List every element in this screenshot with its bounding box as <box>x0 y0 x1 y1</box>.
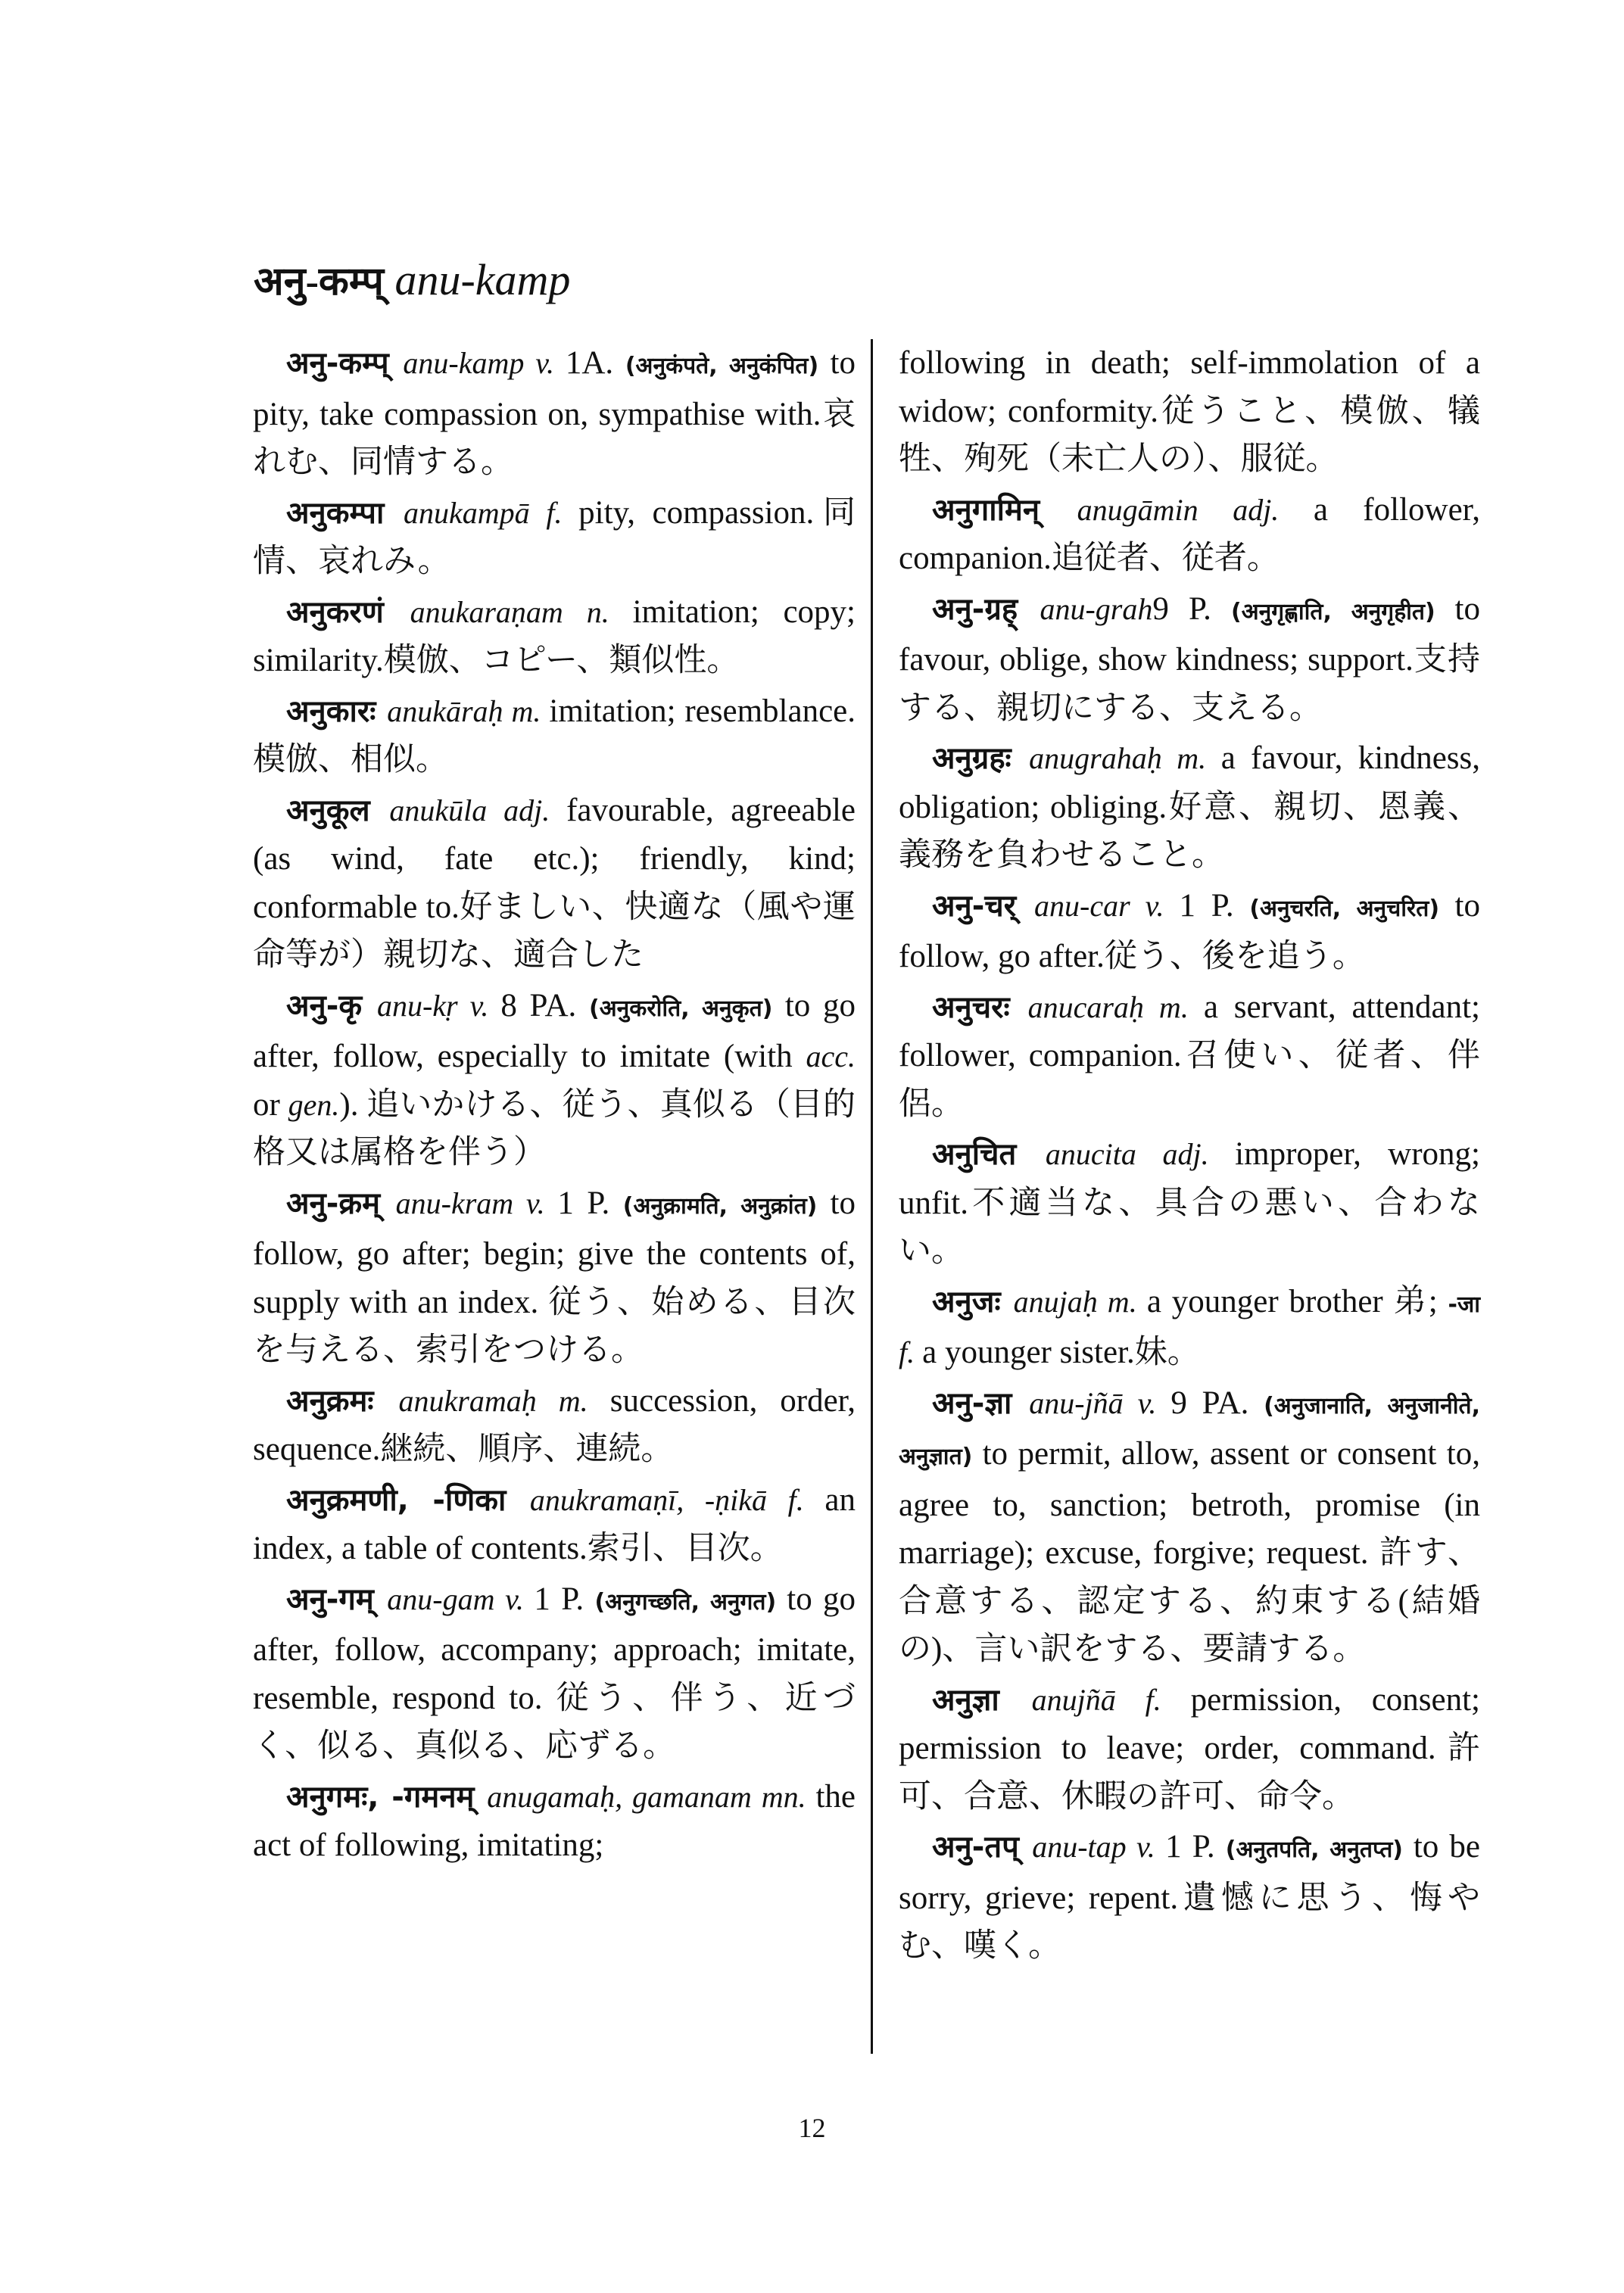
dictionary-entry <box>253 1377 856 1474</box>
page-number: 12 <box>798 2113 826 2143</box>
transliteration: gen. <box>288 1087 340 1122</box>
transliteration: acc. <box>806 1039 856 1073</box>
headword: अनु-तप् <box>932 1830 1033 1865</box>
dictionary-entry <box>899 1278 1480 1377</box>
dictionary-entry-continuation <box>899 339 1480 484</box>
conjugation-forms: (अनुजानाति, अनुजानीते, अनुज्ञात) <box>899 1392 1480 1470</box>
headword: अनुगामिन् <box>932 492 1077 528</box>
transliteration: anukramaḥ m. <box>398 1383 610 1418</box>
headword: अनुकारः <box>286 693 388 729</box>
transliteration: anu-kram v. <box>395 1185 558 1220</box>
dictionary-entry <box>253 1179 856 1375</box>
headword: अनु-कृ <box>286 988 377 1023</box>
dictionary-entry <box>253 1773 856 1870</box>
headword: अनुचित <box>932 1137 1046 1172</box>
headword: अनुज्ञा <box>932 1682 1032 1718</box>
definition: to follow, go after.従う、後を追う。 <box>899 887 1480 974</box>
definition: 9 P. <box>1152 590 1232 627</box>
headword: अनुक्रमणी, -णिका <box>286 1482 530 1518</box>
transliteration: anu-car v. <box>1034 888 1180 923</box>
dictionary-entry <box>899 734 1480 880</box>
definition: to go after, follow, accompany; approach; imitate, resemble, respond to. 従う、伴う、近づく、似る、真似る、応ずる。 <box>253 1581 856 1764</box>
definition: the act of following, imitating; <box>253 1778 856 1863</box>
transliteration: anu-grah <box>1040 591 1153 626</box>
conjugation-forms: (अनुक्रामति, अनुक्रांत) <box>622 1192 831 1220</box>
transliteration: anujñā f. <box>1031 1682 1191 1717</box>
dictionary-entry <box>253 588 856 685</box>
dictionary-entry <box>899 1676 1480 1821</box>
headword: अनुक्रमः <box>286 1383 399 1419</box>
definition: to permit, allow, assent or consent to, agree to, sanction; betroth, promise (in marriage); excuse, forgive; request. 許す、合意する、認定する、約束する(結婚の)、言い訳をする、要請する。 <box>899 1436 1481 1667</box>
definition: 8 PA. <box>500 987 589 1023</box>
transliteration: f. <box>899 1335 923 1369</box>
headword: अनुजः <box>932 1284 1014 1319</box>
transliteration: anu-gam v. <box>387 1581 535 1616</box>
dictionary-entry <box>253 787 856 980</box>
headword: अनुचरः <box>932 989 1028 1025</box>
definition: following in death; self-immolation of a widow; conformity.従うこと、模倣、犠牲、殉死（未亡人の）、服従。 <box>899 345 1480 477</box>
heading-devanagari: अनु-कम्प् <box>254 260 384 304</box>
definition: a younger brother 弟; <box>1146 1283 1448 1319</box>
dictionary-entry <box>899 882 1480 981</box>
definition: imitation; copy; similarity.模倣、コピー、類似性。 <box>253 594 856 678</box>
definition: ). 追いかける、従う、真似る（目的格又は属格を伴う） <box>253 1086 856 1170</box>
conjugation-forms: (अनुकरोति, अनुकृत) <box>589 995 785 1022</box>
definition: a favour, kindness, obligation; obliging.好意、親切、恩義、義務を負わせること。 <box>899 740 1481 873</box>
page-heading <box>254 250 570 313</box>
conjugation-forms: (अनुचरति, अनुचरित) <box>1249 895 1455 922</box>
headword: अनु-कम्प् <box>286 346 404 381</box>
definition: favourable, agreeable (as wind, fate etc.); friendly, kind; conformable to.好ましい、快適な（風や運命等が）親切な、適合した <box>253 792 856 973</box>
dictionary-entry <box>253 1575 856 1771</box>
definition: succession, order, sequence.継続、順序、連続。 <box>253 1382 856 1467</box>
headword: अनु-क्रम् <box>286 1185 396 1221</box>
conjugation-forms: (अनुतपति, अनुतप्त) <box>1225 1837 1414 1863</box>
conjugation-forms: (अनुगृह्णाति, अनुगृहीत) <box>1231 598 1455 625</box>
headword: अनु-ज्ञा <box>932 1385 1030 1421</box>
transliteration: anugāmin adj. <box>1077 492 1314 527</box>
headword: अनुकूल <box>286 793 390 828</box>
transliteration: anukramaṇī, -ṇikā f. <box>529 1482 825 1517</box>
headword: अनु-गम् <box>286 1581 388 1617</box>
dictionary-entry <box>899 1823 1480 1971</box>
transliteration: anugamaḥ, gamanam mn. <box>487 1779 816 1814</box>
transliteration: anujaḥ m. <box>1013 1284 1147 1319</box>
transliteration: anu-kamp v. <box>403 346 566 380</box>
transliteration: anu-tap v. <box>1032 1830 1166 1864</box>
definition: to favour, oblige, show kindness; support.支持する、親切にする、支える。 <box>899 590 1480 726</box>
dictionary-entry <box>899 585 1480 733</box>
right-column <box>899 339 1480 1973</box>
dictionary-entry <box>899 1130 1480 1276</box>
definition: to pity, take compassion on, sympathise with.哀れむ、同情する。 <box>253 345 856 480</box>
dictionary-entry <box>899 486 1480 583</box>
definition: permission, consent; permission to leave; order, command.許可、合意、休暇の許可、命令。 <box>899 1681 1480 1815</box>
transliteration: anukaraṇam n. <box>410 594 633 629</box>
dictionary-entry <box>253 687 856 784</box>
conjugation-forms: -जा <box>1448 1291 1481 1318</box>
definition: to follow, go after; begin; give the contents of, supply with an index. 従う、始める、目次を与える、索引をつける。 <box>253 1185 856 1368</box>
heading-transliteration: anu-kamp <box>394 255 571 304</box>
definition: 9 PA. <box>1170 1385 1264 1421</box>
transliteration: anugrahaḥ m. <box>1029 741 1221 775</box>
definition: a servant, attendant; follower, companion.召使い、従者、伴侶。 <box>899 989 1480 1122</box>
definition: 1A. <box>565 345 625 381</box>
dictionary-entry <box>253 339 856 487</box>
headword: अनु-चर् <box>932 888 1035 924</box>
dictionary-entry <box>253 982 856 1177</box>
definition: improper, wrong; unfit.不適当な、具合の悪い、合わない。 <box>899 1136 1480 1269</box>
transliteration: anu-kṛ v. <box>376 988 501 1023</box>
conjugation-forms: (अनुगच्छति, अनुगत) <box>594 1588 787 1615</box>
definition: 1 P. <box>557 1185 623 1221</box>
definition: 1 P. <box>1179 887 1250 924</box>
definition: pity, compassion.同情、哀れみ。 <box>253 494 856 579</box>
transliteration: anucaraḥ m. <box>1027 989 1204 1024</box>
dictionary-entry <box>253 489 856 586</box>
definition: a younger sister.妹。 <box>922 1335 1200 1370</box>
dictionary-entry <box>899 983 1480 1129</box>
transliteration: anucita adj. <box>1045 1137 1236 1171</box>
transliteration: anukampā f. <box>403 495 579 530</box>
conjugation-forms: (अनुकंपते, अनुकंपित) <box>625 353 831 379</box>
transliteration: anukāraḥ m. <box>387 693 550 728</box>
definition: to be sorry, grieve; repent.遺憾に思う、悔やむ、嘆く。 <box>899 1829 1480 1964</box>
headword: अनुगमः, -गमनम् <box>286 1779 488 1815</box>
headword: अनुकम्पा <box>286 495 404 531</box>
dictionary-entry <box>899 1379 1480 1674</box>
headword: अनुकरणं <box>286 594 410 630</box>
headword: अनु-ग्रह् <box>932 591 1040 627</box>
definition: a follower, companion.追従者、従者。 <box>899 491 1480 576</box>
definition: to go after, follow, especially to imitate (with <box>253 987 856 1074</box>
left-column <box>253 339 856 1872</box>
definition: or <box>253 1086 288 1123</box>
definition: 1 P. <box>1165 1829 1226 1865</box>
column-divider <box>871 339 873 2054</box>
definition: 1 P. <box>534 1581 595 1617</box>
headword: अनुग्रहः <box>932 741 1030 776</box>
dictionary-entry <box>253 1476 856 1573</box>
transliteration: anu-jñā v. <box>1029 1385 1171 1420</box>
definition: imitation; resemblance.模倣、相似。 <box>253 693 856 777</box>
transliteration: anukūla adj. <box>389 793 567 827</box>
definition: an index, a table of contents.索引、目次。 <box>253 1481 856 1566</box>
